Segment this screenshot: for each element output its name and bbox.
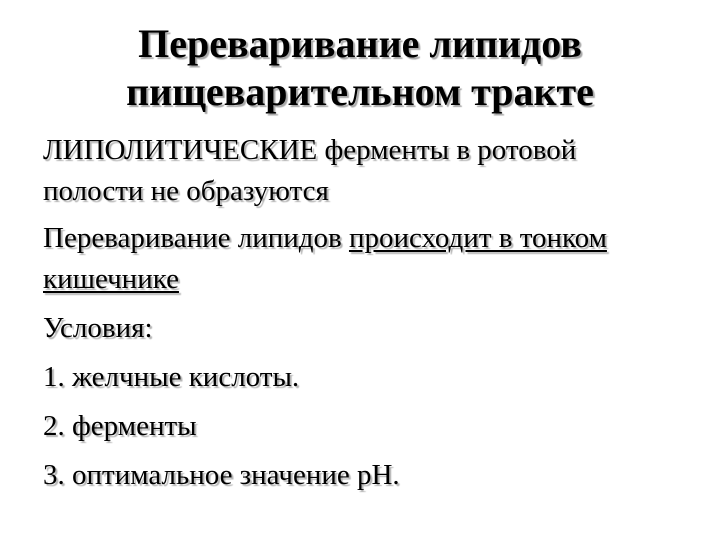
list-item: 1. желчные кислоты. <box>43 361 300 393</box>
list-item: 2. ферменты <box>43 410 197 442</box>
paragraph-2-line-2 <box>43 259 693 300</box>
paragraph-2-underlined-text-2: кишечнике <box>43 263 179 295</box>
slide-title <box>0 20 720 116</box>
slide-body <box>43 130 693 496</box>
list-item: 3. оптимальное значение рН. <box>43 459 400 491</box>
conditions-label: Условия: <box>43 312 153 344</box>
paragraph-2-plain-text: Переваривание липидов <box>43 222 349 254</box>
paragraph-1-line-1: ЛИПОЛИТИЧЕСКИЕ ферменты в ротовой <box>43 134 577 166</box>
title-line-2: пищеварительном тракте <box>126 69 594 114</box>
paragraph-2-line-1 <box>43 218 693 259</box>
title-line-1: Переваривание липидов <box>138 21 582 66</box>
paragraph-2-underlined-text-1: происходит в тонком <box>348 222 607 254</box>
paragraph-1-line-2: полости не образуются <box>43 175 329 207</box>
